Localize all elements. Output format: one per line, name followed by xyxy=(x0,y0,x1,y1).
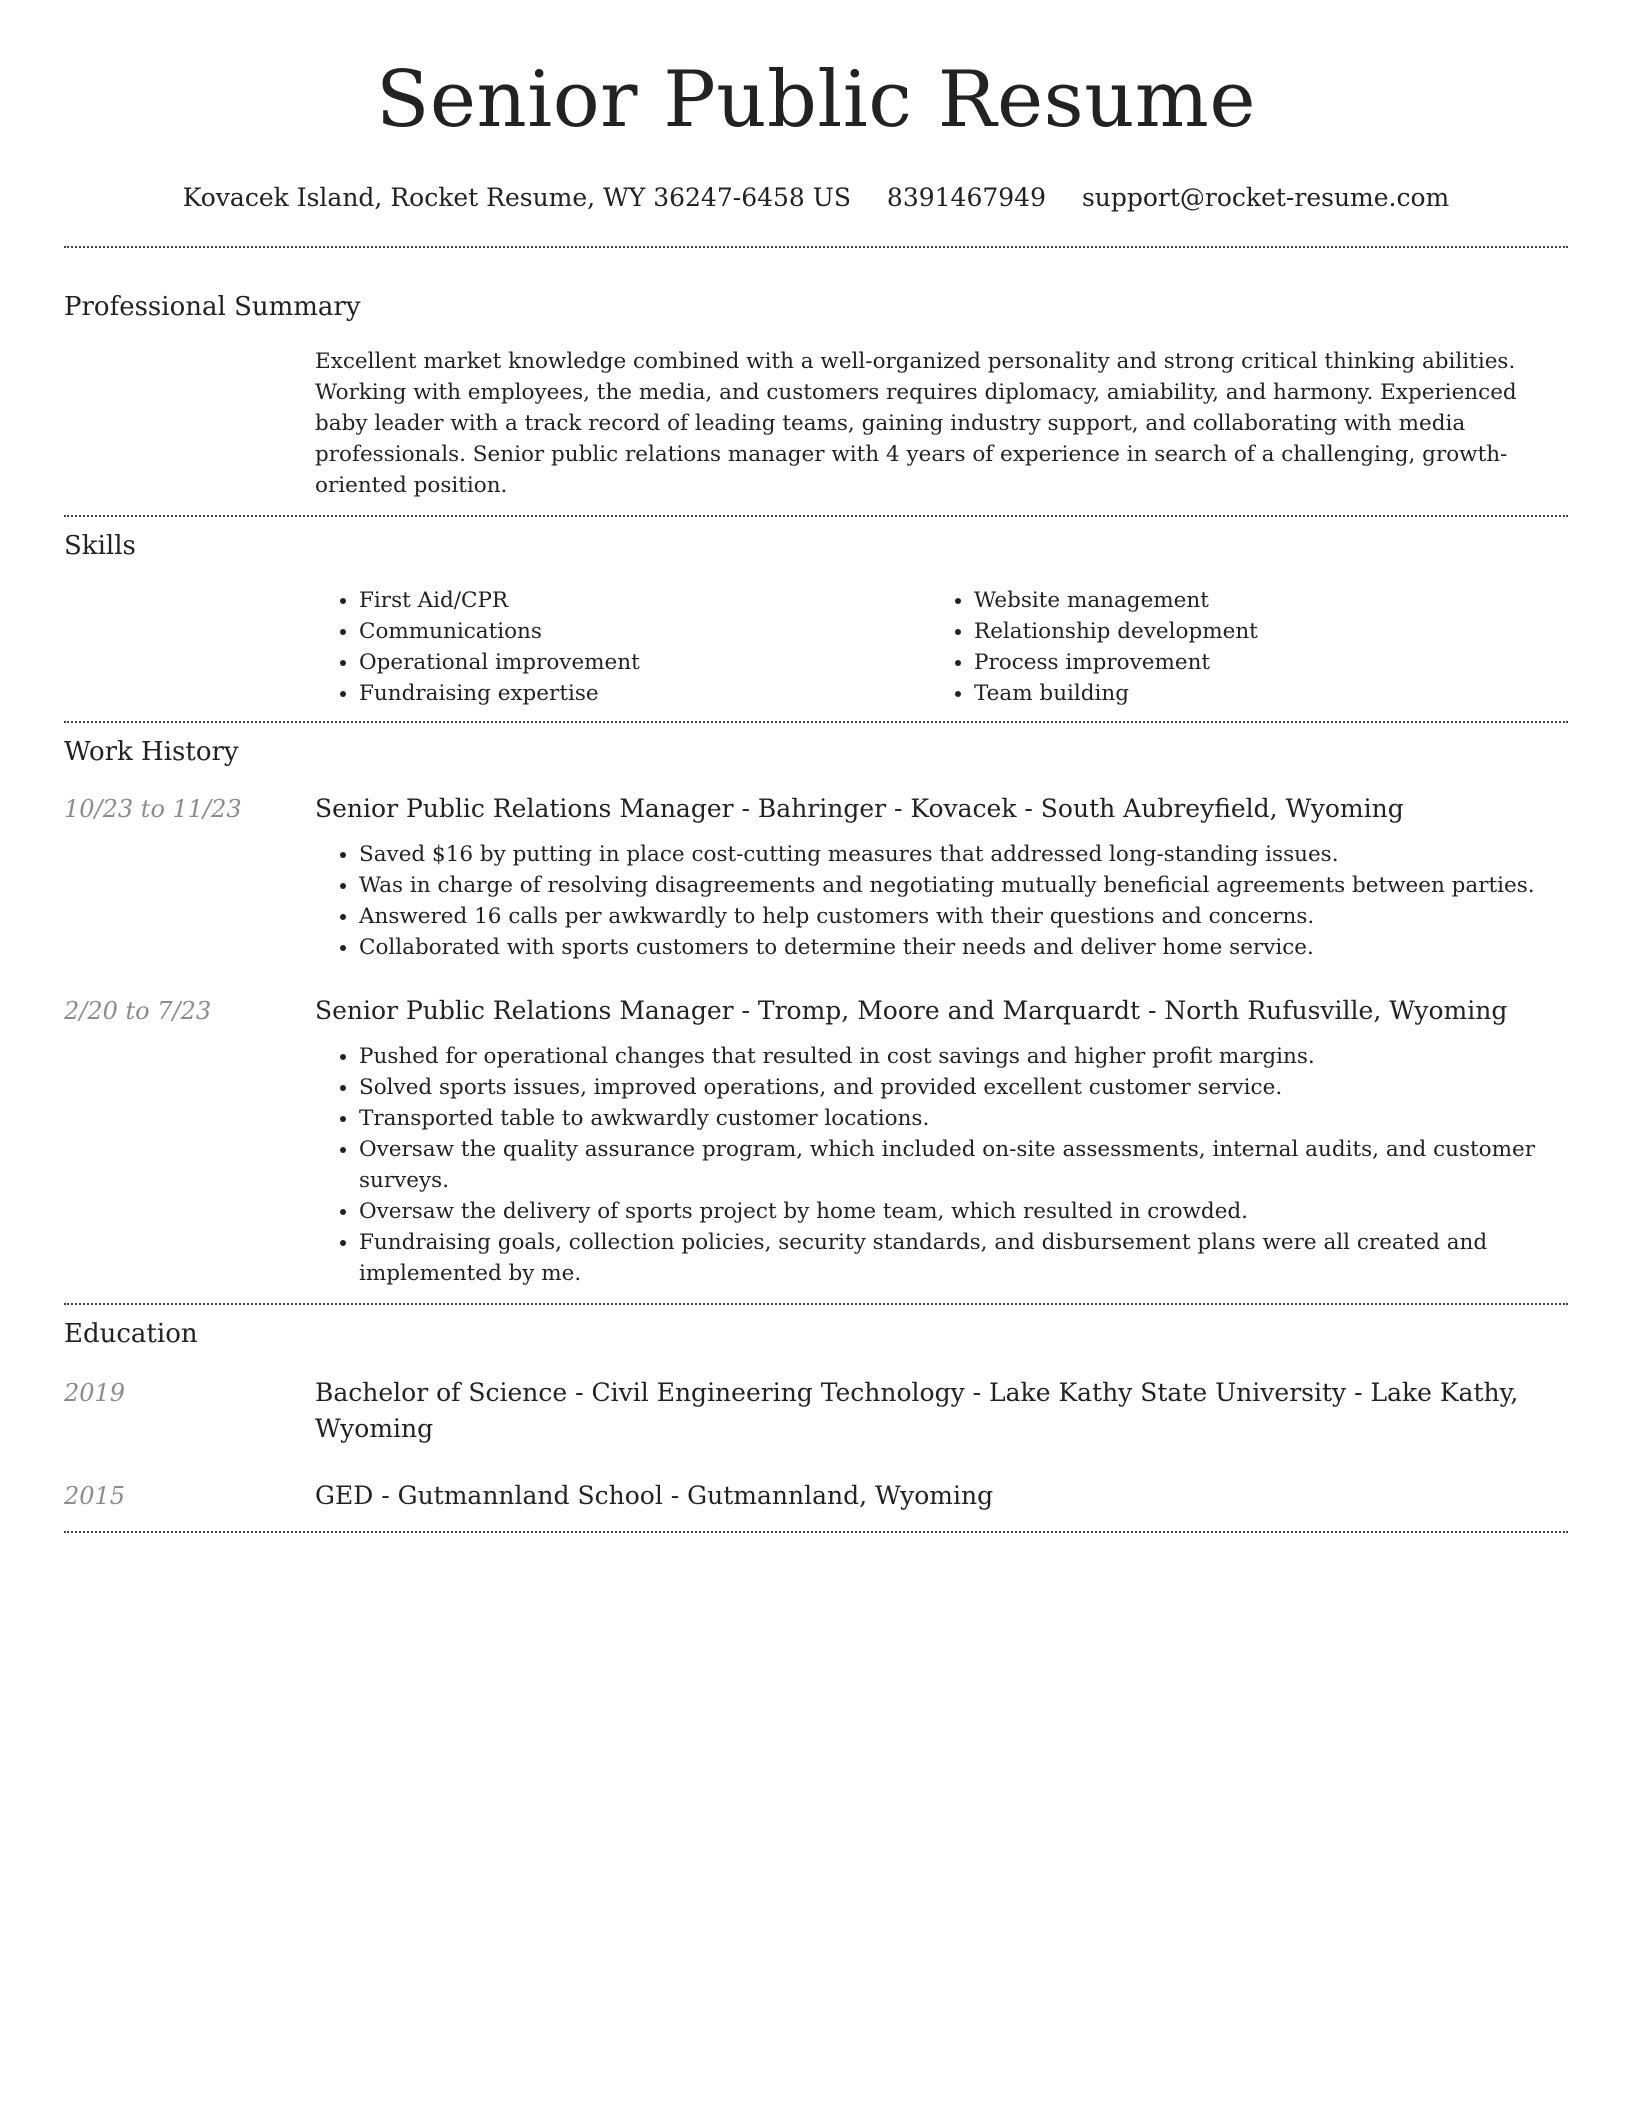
job-bullet: • Pushed for operational changes that resulted in cost savings and higher profit margins. xyxy=(359,1041,1568,1072)
skill-item: • Team building xyxy=(974,678,1545,709)
education-title: GED - Gutmannland School - Gutmannland, Wyoming xyxy=(315,1481,994,1510)
contact-phone: 8391467949 xyxy=(886,183,1046,212)
job-bullet: • Answered 16 calls per awkwardly to help customers with their questions and concerns. xyxy=(359,901,1568,932)
skills-column-right xyxy=(930,585,1545,709)
job-date: 2/20 to 7/23 xyxy=(64,997,212,1025)
job-bullets xyxy=(315,1041,1568,1289)
section-divider xyxy=(64,721,1568,723)
job-entry xyxy=(64,791,1568,963)
job-bullet: • Transported table to awkwardly customer locations. xyxy=(359,1103,1568,1134)
job-bullets xyxy=(315,839,1568,963)
section-divider xyxy=(64,515,1568,517)
education-entry xyxy=(64,1375,1568,1447)
section-divider xyxy=(64,1303,1568,1305)
skills-column-left xyxy=(315,585,930,709)
education-heading: Education xyxy=(64,1319,198,1349)
section-divider xyxy=(64,1531,1568,1533)
job-details xyxy=(315,993,1568,1289)
summary-heading: Professional Summary xyxy=(64,292,361,322)
contact-email: support@rocket-resume.com xyxy=(1081,183,1450,212)
education-details xyxy=(315,1375,1568,1447)
job-date: 10/23 to 11/23 xyxy=(64,795,242,823)
skill-item: • Communications xyxy=(359,616,930,647)
skills-list xyxy=(315,585,1568,709)
summary-text: Excellent market knowledge combined with a well-organized personality and strong critical thinking abilities. Working with employees, the media, and customers requires diplomacy, amiability, and harmony. Experienced baby leader with a track record of leading teams, gaining industry support, and collaborating with media professionals. Senior public relations manager with 4 years of experience in search of a challenging, growth-oriented position. xyxy=(315,349,1517,498)
skills-heading: Skills xyxy=(64,531,136,561)
section-divider xyxy=(64,246,1568,248)
contact-address: Kovacek Island, Rocket Resume, WY 36247-6458 US xyxy=(182,183,851,212)
job-bullet: • Was in charge of resolving disagreements and negotiating mutually beneficial agreements between parties. xyxy=(359,870,1568,901)
work-history-heading: Work History xyxy=(64,737,239,767)
skill-item: • Operational improvement xyxy=(359,647,930,678)
skill-item: • Process improvement xyxy=(974,647,1545,678)
skill-item: • First Aid/CPR xyxy=(359,585,930,616)
job-entry xyxy=(64,993,1568,1289)
education-date: 2015 xyxy=(64,1482,126,1510)
skill-item: • Website management xyxy=(974,585,1545,616)
job-bullet: • Oversaw the delivery of sports project by home team, which resulted in crowded. xyxy=(359,1196,1568,1227)
job-bullet: • Solved sports issues, improved operations, and provided excellent customer service. xyxy=(359,1072,1568,1103)
skill-item: • Relationship development xyxy=(974,616,1545,647)
job-title: Senior Public Relations Manager - Tromp, Moore and Marquardt - North Rufusville, Wyoming xyxy=(315,996,1508,1025)
resume-header xyxy=(64,0,1568,214)
job-bullet: • Fundraising goals, collection policies, security standards, and disbursement plans were all created and implemented by me. xyxy=(359,1227,1568,1289)
job-bullet: • Oversaw the quality assurance program, which included on-site assessments, internal audits, and customer surveys. xyxy=(359,1134,1568,1196)
education-entry xyxy=(64,1478,1568,1514)
job-bullet: • Collaborated with sports customers to determine their needs and deliver home service. xyxy=(359,932,1568,963)
job-details xyxy=(315,791,1568,963)
education-date: 2019 xyxy=(64,1379,126,1407)
job-bullet: • Saved $16 by putting in place cost-cutting measures that addressed long-standing issues. xyxy=(359,839,1568,870)
education-title: Bachelor of Science - Civil Engineering Technology - Lake Kathy State University - Lake Kathy, Wyoming xyxy=(315,1378,1519,1443)
job-title: Senior Public Relations Manager - Bahringer - Kovacek - South Aubreyfield, Wyoming xyxy=(315,794,1404,823)
skill-item: • Fundraising expertise xyxy=(359,678,930,709)
contact-line xyxy=(64,182,1568,214)
education-details xyxy=(315,1478,1568,1514)
resume-name: Senior Public Resume xyxy=(375,55,1257,145)
